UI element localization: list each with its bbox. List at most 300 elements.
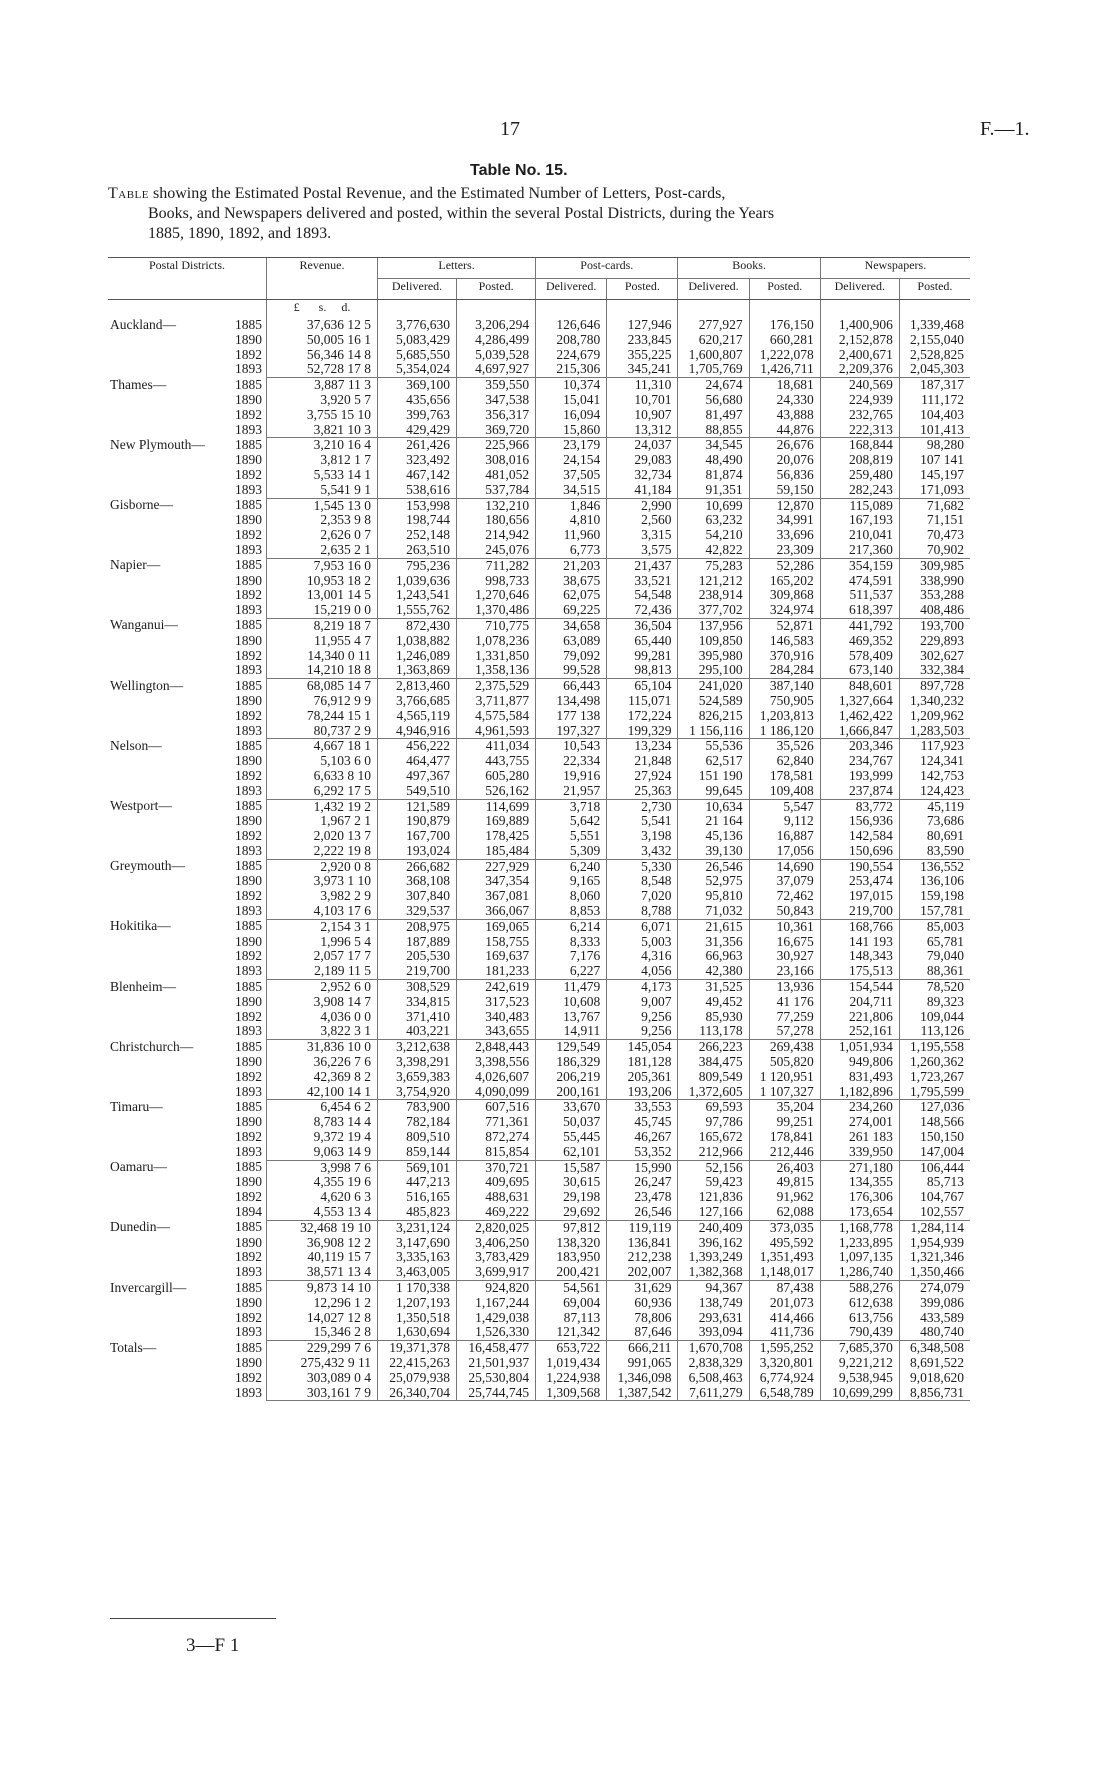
postcards-posted-cell: 72,436 — [607, 603, 678, 618]
district-name-spacer — [108, 423, 222, 438]
newspapers-posted-cell: 136,552 — [899, 859, 970, 874]
table-row — [108, 1371, 970, 1386]
books-posted-cell: 1,222,078 — [749, 348, 820, 363]
newspapers-posted-cell: 1,340,232 — [899, 694, 970, 709]
year-cell: 1893 — [235, 903, 262, 919]
letters-posted-cell: 308,016 — [457, 453, 536, 468]
revenue-cell: 31,836 10 0 — [267, 1040, 378, 1055]
postcards-posted-cell: 65,104 — [607, 679, 678, 694]
postcards-delivered-cell: 6,240 — [536, 859, 607, 874]
revenue-cell: 7,953 16 0 — [267, 558, 378, 573]
caption-line2: Books, and Newspapers delivered and posted, within the several Postal Districts, during the Years — [148, 205, 775, 222]
table-row — [108, 513, 970, 528]
books-posted-cell: 14,690 — [749, 859, 820, 874]
newspapers-posted-cell: 302,627 — [899, 649, 970, 664]
postcards-delivered-cell: 21,957 — [536, 784, 607, 799]
books-posted-cell: 505,820 — [749, 1055, 820, 1070]
letters-posted-cell: 1,270,646 — [457, 588, 536, 603]
postcards-delivered-cell: 15,041 — [536, 393, 607, 408]
letters-delivered-cell: 429,429 — [378, 423, 457, 438]
revenue-cell: 15,219 0 0 — [267, 603, 378, 618]
books-delivered-cell: 99,645 — [678, 784, 749, 799]
year-cell: 1893 — [235, 421, 262, 437]
table-row — [108, 348, 970, 363]
newspapers-delivered-cell: 1,462,422 — [820, 709, 899, 724]
district-name-spacer — [108, 1236, 222, 1251]
year-cell: 1890 — [235, 993, 262, 1009]
books-posted-cell: 146,583 — [749, 634, 820, 649]
pounds-symbol: £ — [293, 300, 300, 314]
postcards-posted-cell: 355,225 — [607, 348, 678, 363]
header-newspapers: Newspapers. — [820, 258, 970, 279]
newspapers-delivered-cell: 234,260 — [820, 1100, 899, 1115]
postcards-delivered-cell: 200,161 — [536, 1085, 607, 1100]
year-cell: 1892 — [235, 1249, 262, 1265]
books-delivered-cell: 21 164 — [678, 814, 749, 829]
letters-posted-cell: 214,942 — [457, 528, 536, 543]
postcards-delivered-cell: 208,780 — [536, 333, 607, 348]
letters-posted-cell: 4,090,099 — [457, 1085, 536, 1100]
books-posted-cell: 33,696 — [749, 528, 820, 543]
letters-delivered-cell: 3,754,920 — [378, 1085, 457, 1100]
caption-lead: Table — [108, 185, 149, 202]
letters-posted-cell: 3,406,250 — [457, 1236, 536, 1251]
newspapers-posted-cell: 157,781 — [899, 904, 970, 919]
postcards-delivered-cell: 8,853 — [536, 904, 607, 919]
revenue-cell: 14,210 18 8 — [267, 663, 378, 678]
postcards-posted-cell: 26,247 — [607, 1175, 678, 1190]
newspapers-posted-cell: 353,288 — [899, 588, 970, 603]
year-cell: 1892 — [235, 466, 262, 482]
table-row — [108, 1205, 970, 1220]
letters-delivered-cell: 859,144 — [378, 1145, 457, 1160]
table-row — [108, 709, 970, 724]
newspapers-delivered-cell: 168,766 — [820, 919, 899, 934]
postcards-delivered-cell: 37,505 — [536, 468, 607, 483]
postcards-delivered-cell: 5,309 — [536, 844, 607, 859]
table-row — [108, 1070, 970, 1085]
table-row — [108, 874, 970, 889]
district-name: Timaru— — [110, 1098, 163, 1114]
newspapers-posted-cell: 1,350,466 — [899, 1265, 970, 1280]
postcards-delivered-cell: 177 138 — [536, 709, 607, 724]
table-row — [108, 438, 970, 453]
newspapers-posted-cell: 229,893 — [899, 634, 970, 649]
books-delivered-cell: 1,600,807 — [678, 348, 749, 363]
books-delivered-cell: 21,615 — [678, 919, 749, 934]
newspapers-delivered-cell: 511,537 — [820, 588, 899, 603]
newspapers-posted-cell: 1,283,503 — [899, 724, 970, 739]
year-cell: 1892 — [235, 1309, 262, 1325]
postcards-posted-cell: 5,330 — [607, 859, 678, 874]
district-name: Dunedin— — [110, 1219, 170, 1235]
newspapers-posted-cell: 136,106 — [899, 874, 970, 889]
header-letters-delivered: Delivered. — [378, 279, 457, 300]
newspapers-posted-cell: 8,691,522 — [899, 1356, 970, 1371]
postcards-posted-cell: 10,907 — [607, 408, 678, 423]
district-name: Greymouth— — [110, 858, 185, 874]
books-posted-cell: 37,079 — [749, 874, 820, 889]
letters-posted-cell: 347,354 — [457, 874, 536, 889]
postcards-posted-cell: 87,646 — [607, 1325, 678, 1340]
books-delivered-cell: 49,452 — [678, 995, 749, 1010]
district-name-spacer — [108, 1311, 222, 1326]
books-delivered-cell: 266,223 — [678, 1040, 749, 1055]
letters-delivered-cell: 371,410 — [378, 1010, 457, 1025]
newspapers-delivered-cell: 261 183 — [820, 1130, 899, 1145]
revenue-cell: 2,057 17 7 — [267, 949, 378, 964]
district-name-spacer — [108, 649, 222, 664]
newspapers-posted-cell: 73,686 — [899, 814, 970, 829]
newspapers-posted-cell: 1,195,558 — [899, 1040, 970, 1055]
revenue-cell: 56,346 14 8 — [267, 348, 378, 363]
newspapers-delivered-cell: 469,352 — [820, 634, 899, 649]
newspapers-posted-cell: 408,486 — [899, 603, 970, 618]
postcards-posted-cell: 193,206 — [607, 1085, 678, 1100]
letters-delivered-cell: 3,147,690 — [378, 1236, 457, 1251]
newspapers-delivered-cell: 232,765 — [820, 408, 899, 423]
postcards-posted-cell: 127,946 — [607, 318, 678, 333]
books-posted-cell: 284,284 — [749, 663, 820, 678]
table-row — [108, 634, 970, 649]
newspapers-delivered-cell: 190,554 — [820, 859, 899, 874]
postcards-delivered-cell: 9,165 — [536, 874, 607, 889]
letters-delivered-cell: 193,024 — [378, 844, 457, 859]
newspapers-delivered-cell: 1,400,906 — [820, 318, 899, 333]
books-delivered-cell: 240,409 — [678, 1220, 749, 1235]
newspapers-posted-cell: 85,713 — [899, 1175, 970, 1190]
letters-delivered-cell: 516,165 — [378, 1190, 457, 1205]
table-row — [108, 408, 970, 423]
revenue-cell: 3,920 5 7 — [267, 393, 378, 408]
district-name-spacer — [108, 964, 222, 979]
postcards-posted-cell: 3,432 — [607, 844, 678, 859]
books-delivered-cell: 151 190 — [678, 769, 749, 784]
district-name-spacer — [108, 1055, 222, 1070]
letters-posted-cell: 1,526,330 — [457, 1325, 536, 1340]
year-cell: 1892 — [235, 1068, 262, 1084]
books-delivered-cell: 1,382,368 — [678, 1265, 749, 1280]
postcards-delivered-cell: 62,075 — [536, 588, 607, 603]
newspapers-posted-cell: 1,723,267 — [899, 1070, 970, 1085]
newspapers-posted-cell: 107 141 — [899, 453, 970, 468]
letters-posted-cell: 3,711,877 — [457, 694, 536, 709]
books-delivered-cell: 31,356 — [678, 935, 749, 950]
letters-delivered-cell: 569,101 — [378, 1160, 457, 1175]
books-delivered-cell: 42,822 — [678, 543, 749, 558]
district-name-spacer — [108, 844, 222, 859]
books-delivered-cell: 10,634 — [678, 799, 749, 814]
table-row — [108, 1296, 970, 1311]
district-name: Christchurch— — [110, 1038, 194, 1054]
letters-posted-cell: 1,167,244 — [457, 1296, 536, 1311]
table-row — [108, 1100, 970, 1115]
newspapers-delivered-cell: 210,041 — [820, 528, 899, 543]
letters-posted-cell: 366,067 — [457, 904, 536, 919]
year-cell: 1890 — [235, 753, 262, 769]
newspapers-delivered-cell: 168,844 — [820, 438, 899, 453]
postcards-posted-cell: 5,541 — [607, 814, 678, 829]
newspapers-delivered-cell: 240,569 — [820, 378, 899, 393]
district-name: Hokitika— — [110, 918, 171, 934]
newspapers-posted-cell: 2,528,825 — [899, 348, 970, 363]
newspapers-posted-cell: 124,423 — [899, 784, 970, 799]
books-delivered-cell: 62,517 — [678, 754, 749, 769]
letters-delivered-cell: 485,823 — [378, 1205, 457, 1220]
letters-posted-cell: 1,331,850 — [457, 649, 536, 664]
postcards-posted-cell: 145,054 — [607, 1040, 678, 1055]
letters-delivered-cell: 22,415,263 — [378, 1356, 457, 1371]
books-posted-cell: 178,841 — [749, 1130, 820, 1145]
books-delivered-cell: 45,136 — [678, 829, 749, 844]
newspapers-posted-cell: 159,198 — [899, 889, 970, 904]
year-cell: 1893 — [235, 782, 262, 798]
district-name-spacer — [108, 694, 222, 709]
newspapers-delivered-cell: 115,089 — [820, 498, 899, 513]
books-delivered-cell: 31,525 — [678, 980, 749, 995]
letters-delivered-cell: 329,537 — [378, 904, 457, 919]
revenue-cell: 303,161 7 9 — [267, 1386, 378, 1401]
books-delivered-cell: 212,966 — [678, 1145, 749, 1160]
revenue-cell: 78,244 15 1 — [267, 709, 378, 724]
letters-delivered-cell: 252,148 — [378, 528, 457, 543]
table-row — [108, 1265, 970, 1280]
year-cell: 1885 — [235, 1279, 262, 1295]
revenue-cell: 229,299 7 6 — [267, 1341, 378, 1356]
table-row — [108, 378, 970, 393]
books-posted-cell: 41 176 — [749, 995, 820, 1010]
table-row — [108, 1024, 970, 1039]
table-row — [108, 1325, 970, 1340]
postcards-delivered-cell: 1,019,434 — [536, 1356, 607, 1371]
revenue-cell: 3,812 1 7 — [267, 453, 378, 468]
district-name-spacer — [108, 634, 222, 649]
revenue-cell: 38,571 13 4 — [267, 1265, 378, 1280]
newspapers-posted-cell: 79,040 — [899, 949, 970, 964]
letters-posted-cell: 607,516 — [457, 1100, 536, 1115]
newspapers-delivered-cell: 148,343 — [820, 949, 899, 964]
year-cell: 1890 — [235, 1234, 262, 1250]
postcards-delivered-cell: 10,543 — [536, 739, 607, 754]
letters-delivered-cell: 1 170,338 — [378, 1281, 457, 1296]
letters-delivered-cell: 1,243,541 — [378, 588, 457, 603]
table-row — [108, 574, 970, 589]
table-row — [108, 799, 970, 814]
postcards-posted-cell: 181,128 — [607, 1055, 678, 1070]
books-delivered-cell: 59,423 — [678, 1175, 749, 1190]
letters-posted-cell: 227,929 — [457, 859, 536, 874]
year-cell: 1885 — [235, 1159, 262, 1175]
books-delivered-cell: 1,393,249 — [678, 1250, 749, 1265]
letters-posted-cell: 3,398,556 — [457, 1055, 536, 1070]
year-cell: 1892 — [235, 647, 262, 663]
postcards-posted-cell: 27,924 — [607, 769, 678, 784]
postcards-delivered-cell: 653,722 — [536, 1341, 607, 1356]
header-postcards: Post-cards. — [536, 258, 678, 279]
year-cell: 1890 — [235, 572, 262, 588]
letters-delivered-cell: 5,083,429 — [378, 333, 457, 348]
letters-delivered-cell: 266,682 — [378, 859, 457, 874]
letters-delivered-cell: 795,236 — [378, 558, 457, 573]
newspapers-delivered-cell: 150,696 — [820, 844, 899, 859]
letters-posted-cell: 25,530,804 — [457, 1371, 536, 1386]
table-row — [108, 1145, 970, 1160]
newspapers-posted-cell: 338,990 — [899, 574, 970, 589]
postcards-delivered-cell: 97,812 — [536, 1220, 607, 1235]
revenue-cell: 3,210 16 4 — [267, 438, 378, 453]
postcards-posted-cell: 4,056 — [607, 964, 678, 979]
postcards-posted-cell: 1,346,098 — [607, 1371, 678, 1386]
postcards-posted-cell: 3,575 — [607, 543, 678, 558]
header-books-delivered: Delivered. — [678, 279, 749, 300]
revenue-cell: 2,020 13 7 — [267, 829, 378, 844]
newspapers-delivered-cell: 578,409 — [820, 649, 899, 664]
postcards-delivered-cell: 129,549 — [536, 1040, 607, 1055]
books-delivered-cell: 393,094 — [678, 1325, 749, 1340]
revenue-cell: 15,346 2 8 — [267, 1325, 378, 1340]
letters-posted-cell: 411,034 — [457, 739, 536, 754]
postcards-posted-cell: 136,841 — [607, 1236, 678, 1251]
books-posted-cell: 52,871 — [749, 618, 820, 633]
district-name-spacer — [108, 995, 222, 1010]
shillings-symbol: s. — [318, 300, 327, 314]
letters-delivered-cell: 809,510 — [378, 1130, 457, 1145]
newspapers-posted-cell: 2,045,303 — [899, 362, 970, 377]
books-posted-cell: 1 186,120 — [749, 724, 820, 739]
postcards-delivered-cell: 34,658 — [536, 618, 607, 633]
letters-posted-cell: 710,775 — [457, 618, 536, 633]
newspapers-posted-cell: 127,036 — [899, 1100, 970, 1115]
district-name-spacer — [108, 1325, 222, 1340]
books-posted-cell: 414,466 — [749, 1311, 820, 1326]
books-posted-cell: 87,438 — [749, 1281, 820, 1296]
books-posted-cell: 1,426,711 — [749, 362, 820, 377]
year-cell: 1885 — [235, 737, 262, 753]
postcards-delivered-cell: 15,587 — [536, 1160, 607, 1175]
books-posted-cell: 1 120,951 — [749, 1070, 820, 1085]
letters-posted-cell: 526,162 — [457, 784, 536, 799]
newspapers-posted-cell: 274,079 — [899, 1281, 970, 1296]
postcards-posted-cell: 11,310 — [607, 378, 678, 393]
newspapers-posted-cell: 309,985 — [899, 558, 970, 573]
district-name-spacer — [108, 784, 222, 799]
newspapers-posted-cell: 70,473 — [899, 528, 970, 543]
letters-posted-cell: 343,655 — [457, 1024, 536, 1039]
letters-posted-cell: 4,026,607 — [457, 1070, 536, 1085]
revenue-cell: 1,545 13 0 — [267, 498, 378, 513]
year-cell: 1885 — [235, 1038, 262, 1054]
revenue-cell: 52,728 17 8 — [267, 362, 378, 377]
books-posted-cell: 17,056 — [749, 844, 820, 859]
district-name-spacer — [108, 1356, 222, 1371]
letters-posted-cell: 356,317 — [457, 408, 536, 423]
letters-posted-cell: 2,848,443 — [457, 1040, 536, 1055]
letters-posted-cell: 317,523 — [457, 995, 536, 1010]
postcards-delivered-cell: 224,679 — [536, 348, 607, 363]
postcards-delivered-cell: 11,960 — [536, 528, 607, 543]
newspapers-delivered-cell: 193,999 — [820, 769, 899, 784]
year-cell: 1892 — [235, 1369, 262, 1385]
newspapers-delivered-cell: 2,400,671 — [820, 348, 899, 363]
letters-posted-cell: 481,052 — [457, 468, 536, 483]
postcards-posted-cell: 7,020 — [607, 889, 678, 904]
district-name-spacer — [108, 874, 222, 889]
newspapers-delivered-cell: 588,276 — [820, 1281, 899, 1296]
books-delivered-cell: 138,749 — [678, 1296, 749, 1311]
district-name-spacer — [108, 1130, 222, 1145]
letters-delivered-cell: 538,616 — [378, 483, 457, 498]
letters-delivered-cell: 4,946,916 — [378, 724, 457, 739]
newspapers-delivered-cell: 204,711 — [820, 995, 899, 1010]
postcards-posted-cell: 202,007 — [607, 1265, 678, 1280]
table-row — [108, 694, 970, 709]
postcards-posted-cell: 24,037 — [607, 438, 678, 453]
table-row — [108, 468, 970, 483]
district-name: Totals— — [110, 1339, 157, 1355]
postcards-posted-cell: 9,256 — [607, 1010, 678, 1025]
books-delivered-cell: 91,351 — [678, 483, 749, 498]
table-row — [108, 1341, 970, 1356]
newspapers-delivered-cell: 339,950 — [820, 1145, 899, 1160]
letters-posted-cell: 169,065 — [457, 919, 536, 934]
books-delivered-cell: 26,546 — [678, 859, 749, 874]
books-posted-cell: 26,403 — [749, 1160, 820, 1175]
year-cell: 1885 — [235, 436, 262, 452]
letters-delivered-cell: 1,246,089 — [378, 649, 457, 664]
books-delivered-cell: 39,130 — [678, 844, 749, 859]
table-row — [108, 1356, 970, 1371]
newspapers-posted-cell: 98,280 — [899, 438, 970, 453]
revenue-cell: 36,908 12 2 — [267, 1236, 378, 1251]
postcards-posted-cell: 2,990 — [607, 498, 678, 513]
table-caption — [108, 184, 968, 244]
year-cell: 1885 — [235, 677, 262, 693]
postcards-delivered-cell: 38,675 — [536, 574, 607, 589]
newspapers-posted-cell: 78,520 — [899, 980, 970, 995]
books-posted-cell: 6,548,789 — [749, 1386, 820, 1401]
year-cell: 1893 — [235, 602, 262, 618]
year-cell: 1890 — [235, 1054, 262, 1070]
newspapers-delivered-cell: 1,286,740 — [820, 1265, 899, 1280]
books-posted-cell: 43,888 — [749, 408, 820, 423]
table-row — [108, 814, 970, 829]
books-delivered-cell: 377,702 — [678, 603, 749, 618]
books-posted-cell: 62,088 — [749, 1205, 820, 1220]
table-row — [108, 498, 970, 513]
books-delivered-cell: 620,217 — [678, 333, 749, 348]
revenue-cell: 6,633 8 10 — [267, 769, 378, 784]
postcards-posted-cell: 15,990 — [607, 1160, 678, 1175]
newspapers-posted-cell: 1,321,346 — [899, 1250, 970, 1265]
header-newspapers-posted: Posted. — [899, 279, 970, 300]
postcards-delivered-cell: 66,443 — [536, 679, 607, 694]
district-name-spacer — [108, 814, 222, 829]
postcards-posted-cell: 4,173 — [607, 980, 678, 995]
books-posted-cell: 35,526 — [749, 739, 820, 754]
postcards-delivered-cell: 4,810 — [536, 513, 607, 528]
year-cell: 1892 — [235, 888, 262, 904]
postcards-delivered-cell: 10,374 — [536, 378, 607, 393]
newspapers-posted-cell: 1,209,962 — [899, 709, 970, 724]
newspapers-posted-cell: 399,086 — [899, 1296, 970, 1311]
revenue-cell: 4,036 0 0 — [267, 1010, 378, 1025]
newspapers-delivered-cell: 237,874 — [820, 784, 899, 799]
district-name-spacer — [108, 513, 222, 528]
table-row — [108, 649, 970, 664]
postcards-delivered-cell: 121,342 — [536, 1325, 607, 1340]
books-delivered-cell: 88,855 — [678, 423, 749, 438]
revenue-cell: 5,103 6 0 — [267, 754, 378, 769]
